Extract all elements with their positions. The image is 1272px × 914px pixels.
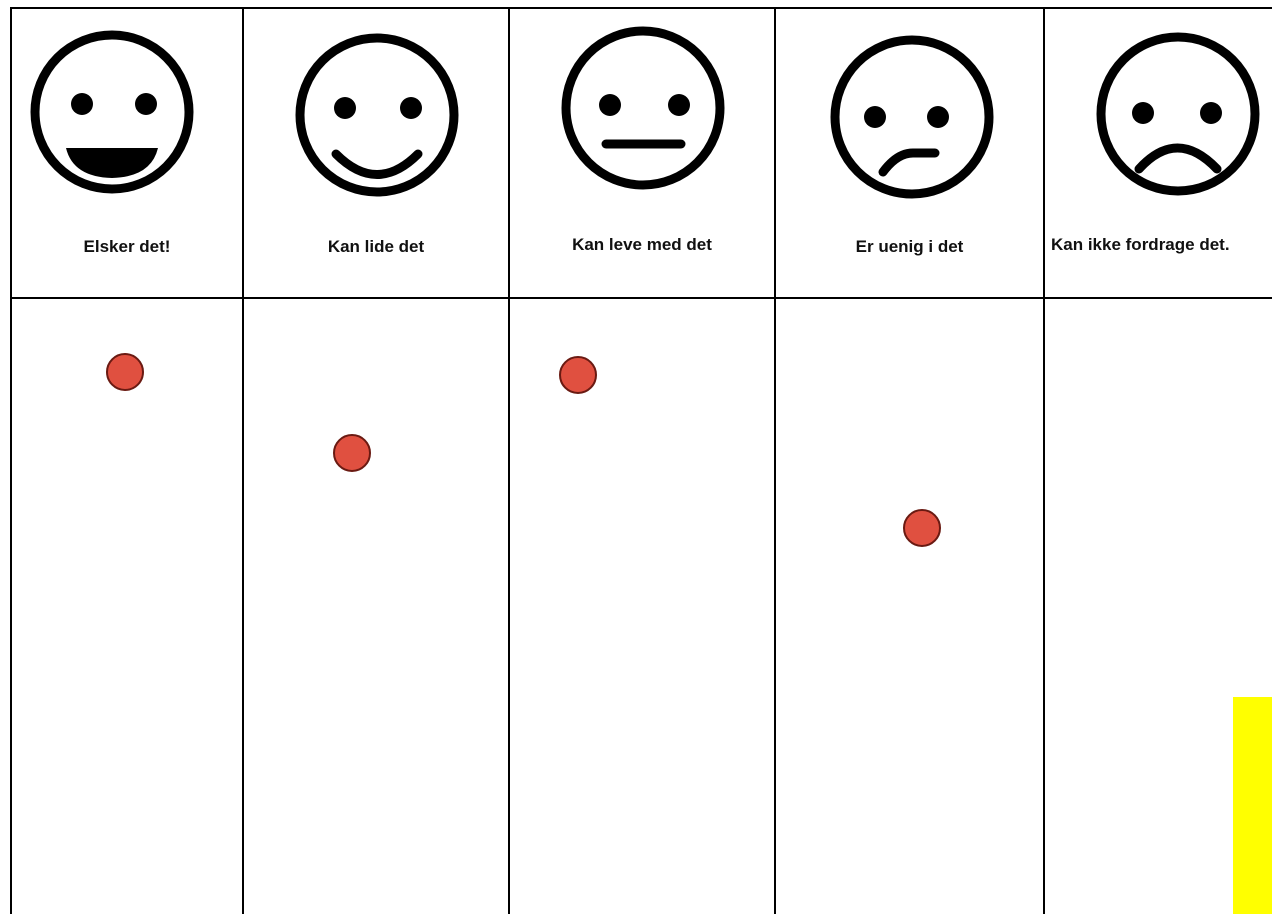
frowning-face-icon (1093, 29, 1263, 199)
vote-dot[interactable] (106, 353, 144, 391)
grid-left-border (10, 8, 12, 914)
column-label-love-it: Elsker det! (83, 237, 171, 256)
neutral-face-icon (558, 23, 728, 193)
grid-divider-2 (508, 8, 510, 914)
grid-divider-3 (774, 8, 776, 914)
vote-dot[interactable] (903, 509, 941, 547)
column-label-like-it: Kan lide det (327, 237, 425, 256)
column-label-can-live-with-it: Kan leve med det (572, 235, 712, 254)
confused-face-icon (827, 32, 997, 202)
grid-divider-1 (242, 8, 244, 914)
smiling-face-icon (292, 30, 462, 200)
grid-header-divider (10, 297, 1272, 299)
vote-dot[interactable] (333, 434, 371, 472)
grid-divider-4 (1043, 8, 1045, 914)
column-label-cannot-stand-it: Kan ikke fordrage det. (1051, 235, 1230, 254)
grid-top-border (10, 7, 1272, 9)
laughing-face-icon (27, 27, 197, 197)
sticky-note[interactable] (1233, 697, 1272, 914)
column-label-disagree: Er uenig i det (855, 237, 964, 256)
vote-dot[interactable] (559, 356, 597, 394)
